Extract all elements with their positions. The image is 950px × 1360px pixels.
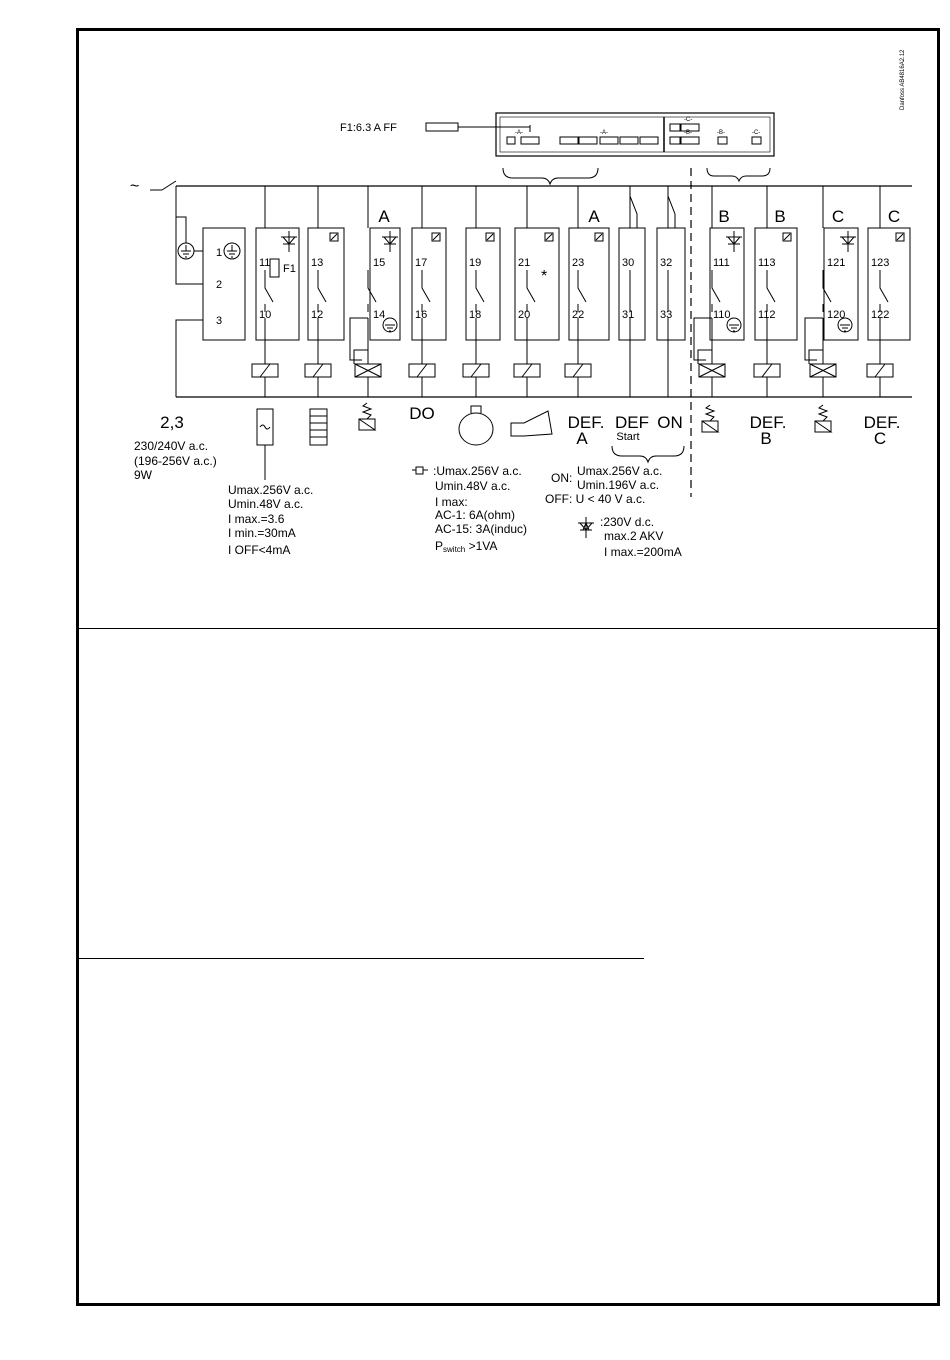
switch-contact <box>476 270 484 312</box>
terminal-2: 2 <box>216 279 223 291</box>
terminal-top: 32 <box>660 257 673 269</box>
brace-bc <box>707 168 770 181</box>
triac-icon <box>726 231 742 252</box>
spec-relay-ac15: AC-15: 3A(induc) <box>435 522 528 536</box>
channel-blocks <box>252 186 910 397</box>
spec-fan-ioff: I OFF<4mA <box>228 543 291 557</box>
spec-relay-umin: Umin.48V a.c. <box>435 479 511 493</box>
switch-contact <box>422 270 430 312</box>
asterisk-mark: * <box>541 268 548 285</box>
spec-fan-umin: Umin.48V a.c. <box>228 497 304 511</box>
terminal-top: 21 <box>518 257 531 269</box>
ctrl-label-b-mid: -B- <box>684 130 692 136</box>
triac-icon <box>281 231 297 252</box>
spec-on-off: OFF: U < 40 V a.c. <box>545 492 646 506</box>
ctrl-label-b: -B- <box>717 130 725 136</box>
ctrl-label-a2: -A- <box>600 130 608 136</box>
switch-contact <box>578 270 586 312</box>
switch-def-start <box>630 186 637 228</box>
def-b-line2: B <box>760 429 772 448</box>
valve-icon-b <box>702 405 718 432</box>
valve-icon <box>359 403 375 430</box>
channel-block <box>515 228 559 340</box>
group-label-c2: C <box>887 207 901 226</box>
channel-block <box>256 228 299 340</box>
terminal-bottom: 22 <box>572 309 585 321</box>
def-c-line2: C <box>873 429 887 448</box>
switch-contact <box>368 270 376 312</box>
switch-contact <box>767 270 775 312</box>
terminal-top: 19 <box>469 257 482 269</box>
spec-relay-imax: I max: <box>435 495 468 509</box>
brace-def-on <box>612 446 684 462</box>
ctrl-label-c-top: -C- <box>684 117 693 123</box>
spec-relay-ac1: AC-1: 6A(ohm) <box>435 508 516 522</box>
spec-akv <box>578 515 682 559</box>
channel-block <box>412 228 446 340</box>
group-label-a2: A <box>588 207 600 226</box>
spec-fan-imax: I max.=3.6 <box>228 512 285 526</box>
channel-block <box>868 228 910 340</box>
terminal-bottom: 120 <box>827 309 846 321</box>
terminal-top: 30 <box>622 257 635 269</box>
switch-on <box>668 186 675 228</box>
channel-block <box>370 228 400 340</box>
spec-akv-v: :230V d.c. <box>600 515 655 529</box>
spec-relay-pswitch: Pswitch >1VA <box>435 539 498 554</box>
fuse-icon <box>270 259 279 277</box>
channel-block <box>824 228 858 340</box>
switch-contact <box>527 270 535 312</box>
terminal-top: 111 <box>713 257 730 269</box>
terminal-bottom: 33 <box>660 309 673 321</box>
f1-label: F1 <box>283 263 296 275</box>
def-a-line1: DEF. <box>567 413 605 432</box>
spec-on-label: ON: <box>551 471 573 485</box>
group-label-b2: B <box>774 207 786 226</box>
fuse-label: F1:6.3 A FF <box>340 122 397 134</box>
channel-block <box>466 228 500 340</box>
terminal-top: 11 <box>259 257 271 269</box>
controller-unit <box>496 113 774 156</box>
valve-icon-c <box>815 405 831 432</box>
mains-switch <box>162 181 176 190</box>
channel-block <box>569 228 609 340</box>
terminal-bottom: 20 <box>518 309 531 321</box>
terminal-bottom: 122 <box>871 309 890 321</box>
svg-text:~: ~ <box>130 178 140 195</box>
def-b-line1: DEF. <box>749 413 787 432</box>
compressor-icon <box>459 413 493 445</box>
on-label: ON <box>657 413 683 432</box>
switch-contact <box>318 270 326 312</box>
terminal-top: 123 <box>871 257 890 269</box>
supply-spec-1: 230/240V a.c. <box>134 439 209 453</box>
relay-icon <box>416 467 423 474</box>
ctrl-label-c: -C- <box>752 130 761 136</box>
terminal-bottom: 16 <box>415 309 428 321</box>
channel-block <box>308 228 344 340</box>
spec-on <box>545 464 662 506</box>
terminal-bottom: 12 <box>311 309 324 321</box>
supply-spec-3: 9W <box>134 468 152 482</box>
do-label: DO <box>409 404 435 423</box>
terminal-bottom: 14 <box>373 309 386 321</box>
ctrl-label-a: -A- <box>515 130 523 136</box>
group-label-a1: A <box>378 207 390 226</box>
supply-block <box>176 186 245 397</box>
terminal-3: 3 <box>216 315 223 327</box>
def-start-sub: Start <box>616 431 640 443</box>
switch-contact <box>265 270 273 312</box>
spec-fan <box>228 483 313 557</box>
doc-code: Danfoss AB4816A2.12 <box>900 49 906 110</box>
terminal-top: 113 <box>758 257 776 269</box>
terminal-top: 121 <box>827 257 846 269</box>
spec-akv-imax: I max.=200mA <box>604 545 682 559</box>
terminal-bottom: 110 <box>713 309 731 321</box>
terminal-top: 13 <box>311 257 324 269</box>
alarm-horn-icon <box>511 411 552 436</box>
channel-block <box>755 228 797 340</box>
triac-icon <box>382 231 398 252</box>
terminal-top: 15 <box>373 257 386 269</box>
terminal-bottom: 31 <box>622 309 635 321</box>
brace-a <box>503 168 598 184</box>
triac-icon <box>840 231 856 252</box>
fan-icon <box>310 409 327 445</box>
spec-relay <box>412 464 527 554</box>
def-c-line1: DEF. <box>863 413 901 432</box>
triac-icon <box>578 517 594 538</box>
terminal-bottom: 10 <box>259 309 272 321</box>
spec-relay-umax: :Umax.256V a.c. <box>433 464 522 478</box>
channel-block <box>619 228 645 340</box>
spec-on-umax: Umax.256V a.c. <box>577 464 663 478</box>
spec-fan-umax: Umax.256V a.c. <box>228 483 314 497</box>
group-label-c1: C <box>831 207 845 226</box>
terminal-bottom: 18 <box>469 309 482 321</box>
terminal-bottom: 112 <box>758 309 776 321</box>
spec-akv-max: max.2 AKV <box>604 529 664 543</box>
supply-spec-2: (196-256V a.c.) <box>134 454 217 468</box>
terminal-top: 23 <box>572 257 585 269</box>
spec-on-umin: Umin.196V a.c. <box>577 478 660 492</box>
def-a-line2: A <box>576 429 588 448</box>
switch-contact <box>712 270 720 312</box>
spec-fan-imin: I min.=30mA <box>228 526 296 540</box>
terminal-top: 17 <box>415 257 428 269</box>
def-start-label: DEF <box>615 413 649 432</box>
terminal-1: 1 <box>216 247 223 259</box>
fuse-icon <box>426 123 458 131</box>
channel-block <box>657 228 685 340</box>
switch-contact <box>880 270 888 312</box>
supply-label: 2,3 <box>160 413 184 432</box>
group-label-b1: B <box>718 207 730 226</box>
